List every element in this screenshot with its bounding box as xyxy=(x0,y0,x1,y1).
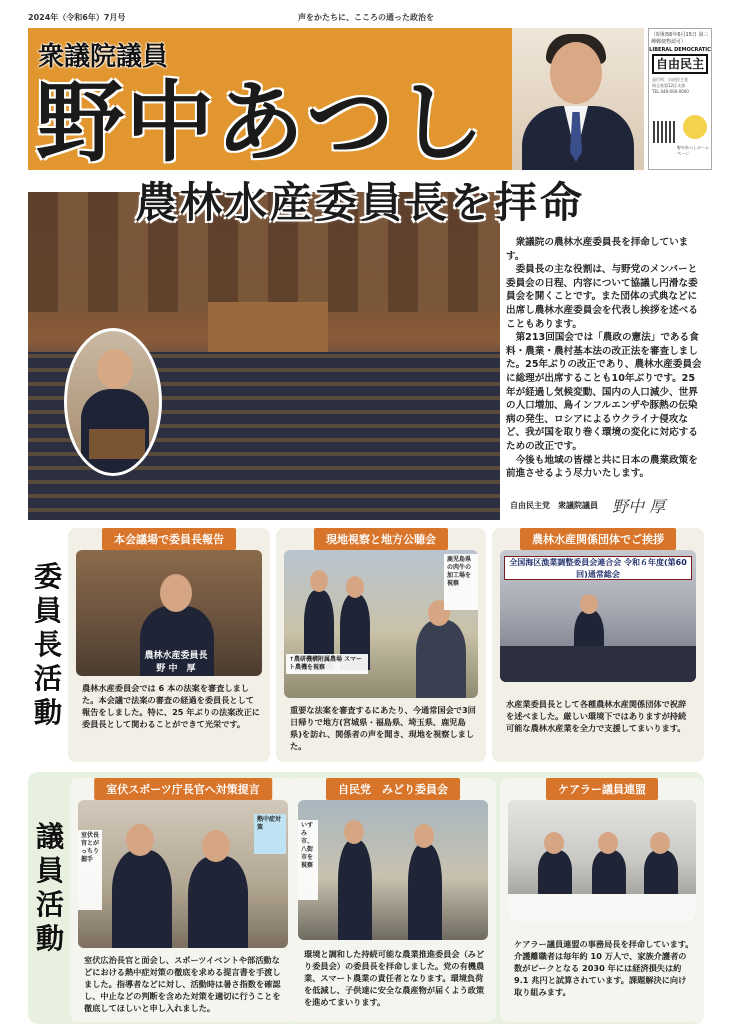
midori-photo xyxy=(298,800,488,940)
party-info-line: 発行所：自由民主党 xyxy=(652,77,688,82)
card-text: 重要な法案を審査するにあたり、今通常国会で3回日帰りで地方(宮城県・福島県、埼玉県、鹿児島県)を訪れ、関係者の声を聞き、現地を視察しました。 xyxy=(290,705,476,751)
card-title: 自民党 みどり委員会 xyxy=(326,778,460,800)
mascot-icon xyxy=(683,115,707,139)
section2-label-char: 員 xyxy=(32,854,68,888)
card-carer-league xyxy=(500,778,704,1022)
party-info xyxy=(649,75,711,97)
intro-paragraph: 今後も地域の皆様と共に日本の農業政策を前進させるよう尽力いたします。 xyxy=(506,454,698,480)
plenary-photo xyxy=(76,550,262,676)
masthead xyxy=(28,28,644,170)
top-strip xyxy=(0,0,729,28)
card-text: 水産業委員長として各種農林水産関係団体で祝辞を述べました。厳しい環境下ではありますが持続可能な農林水産業を全力で支援してまいります。 xyxy=(506,699,687,733)
card-sports-agency xyxy=(70,778,296,1022)
section2-label-char: 動 xyxy=(32,922,68,956)
section1-label-char: 動 xyxy=(30,696,66,730)
intro-paragraph: 衆議院の農林水産委員長を拝命しています。 xyxy=(506,237,689,262)
photo-caption: 室伏長官とがっちり握手 xyxy=(78,830,102,910)
photo-caption: いすみ市、八街市を視察 xyxy=(298,820,318,900)
masthead-subtitle: 衆議院議員 xyxy=(38,42,169,72)
card-association-greeting xyxy=(492,528,704,762)
handshake-photo xyxy=(78,800,288,948)
photo-caption: ↑農研機構附属農場 スマート農機を視察 xyxy=(286,654,368,674)
section1-label-char: 長 xyxy=(30,628,66,662)
carer-league-photo xyxy=(508,800,696,922)
section1-label-char: 員 xyxy=(30,594,66,628)
intro-sign: 自由民主党 衆議院議員 xyxy=(510,501,598,510)
party-info-line: TEL 048-000-0000 xyxy=(652,89,689,94)
homepage-label[interactable]: 野中あつしホームページ xyxy=(677,145,709,156)
event-banner: 全国海区漁業調整委員会連合会 令和６年度(第60回)通常総会 xyxy=(504,556,692,580)
section2-label-char: 議 xyxy=(32,820,68,854)
intro-paragraph: 第213回国会では「農政の憲法」である食料・農業・農村基本法の改正法を審査しました。25年ぶりの改正であり、農林水産委員会に総理が出席することも10年ぶりです。25年が経過し気候変動、国内の人口減少、世界の人口増加、鳥インフルエンザや豚熱の伝染病の発生、ロシアによるウクライナ侵攻など、我が国を取り巻く環境の変化に対応するための改正です。 xyxy=(506,332,702,452)
card-site-visit xyxy=(276,528,486,762)
card-title: ケアラー議員連盟 xyxy=(546,778,658,800)
masthead-name: 野中あつし xyxy=(36,70,487,170)
qr-code-icon[interactable] xyxy=(653,121,675,143)
party-logo: 自由民主 xyxy=(652,54,708,74)
nameplate-line: 野 中 厚 xyxy=(156,664,196,674)
card-plenary-report xyxy=(68,528,270,762)
photo-caption: 鹿児島県の肉牛の加工場を視察 xyxy=(444,554,478,610)
nameplate-line: 農林水産委員長 xyxy=(144,651,208,661)
slogan: 声をかたちに、こころの通った政治を xyxy=(298,13,434,22)
card-text: 室伏広治長官と面会し、スポーツイベントや部活動などにおける熱中症対策の徹底を求める提言書を手渡しました。指導者などに対し、活動時は暑さ指数を確認し、中止などの判断を含めた対策を適切に行うことを徹底してほしいと申し入れました。 xyxy=(84,955,281,1013)
main-headline: 農林水産委員長を拝命 xyxy=(134,178,585,227)
card-title: 室伏スポーツ庁長官へ対策提言 xyxy=(94,778,272,800)
card-text: ケアラー議員連盟の事務局長を拝命しています。介護離職者は毎年約 10 万人で、家族介護者の数がピークとなる 2030 年には経済損失は約 9.1 兆円と試算されています。課題解決に向け取り組みます。 xyxy=(514,939,694,997)
signature: 野中 厚 xyxy=(612,497,666,516)
section2-label xyxy=(32,820,68,956)
registration-note: （昭和56年6月15日 第三種郵便物認可） xyxy=(651,32,709,45)
party-box xyxy=(648,28,712,170)
section1-label-char: 委 xyxy=(30,560,66,594)
intro-article xyxy=(506,236,704,481)
speaker-inset-photo xyxy=(64,328,162,476)
site-visit-photo xyxy=(284,550,478,698)
section1-label-char: 活 xyxy=(30,662,66,696)
poster: 熱中症対策 xyxy=(254,814,286,854)
portrait-photo xyxy=(512,28,644,170)
party-info-line: 埼玉県第12区支部 xyxy=(652,83,686,88)
issue-date: 2024年（令和6年）7月号 xyxy=(28,13,126,22)
party-logo-english: LIBERAL DEMOCRATIC xyxy=(649,47,711,53)
card-title: 農林水産関係団体でご挨拶 xyxy=(520,528,676,550)
card-title: 本会議場で委員長報告 xyxy=(102,528,236,550)
association-photo xyxy=(500,550,696,682)
card-text: 環境と調和した持続可能な農業推進委員会（みどり委員会）の委員長を拝命しました。党の有機農業、スマート農業の責任者となります。環境負荷を低減し、子供達に安全な農産物が届くよう政策を進めてまいります。 xyxy=(304,949,485,1007)
nameplate xyxy=(106,648,246,674)
card-text: 農林水産委員会では 6 本の法案を審査しました。本会議で法案の審査の経過を委員長として報告をしました。特に、25 年ぶりの法案改正に委員長として関わることができて光栄です。 xyxy=(82,683,260,729)
card-midori-committee xyxy=(290,778,496,1022)
section2-label-char: 活 xyxy=(32,888,68,922)
section1-label xyxy=(30,560,66,730)
intro-paragraph: 委員長の主な役割は、与野党のメンバーと委員会の日程、内容について協議し円滑な委員会を開くことです。また団体の式典などに出席し農林水産委員会を代表し挨拶を述べることもあります。 xyxy=(506,264,698,330)
card-title: 現地視察と地方公聴会 xyxy=(314,528,448,550)
